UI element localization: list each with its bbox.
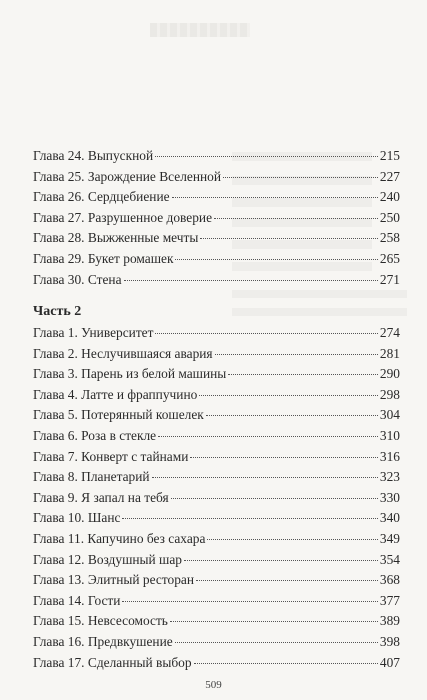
chapter-page-number: 323 xyxy=(379,469,400,485)
dot-leader xyxy=(196,580,378,581)
toc-entry xyxy=(33,449,400,470)
chapter-title: Глава 11. Капучино без сахара xyxy=(33,530,206,546)
toc-entry xyxy=(33,148,400,169)
chapter-title: Глава 29. Букет ромашек xyxy=(33,250,174,266)
chapter-title: Глава 1. Университет xyxy=(33,325,154,340)
dot-leader xyxy=(158,436,378,437)
toc-entry xyxy=(33,531,400,552)
toc-entry xyxy=(33,189,400,210)
chapter-page-number: 368 xyxy=(379,572,400,588)
chapter-page-number: 281 xyxy=(379,345,400,361)
chapter-page-number: 340 xyxy=(379,510,400,526)
chapter-page-number: 274 xyxy=(379,325,400,340)
dot-leader xyxy=(170,621,378,622)
toc-entry xyxy=(33,272,400,293)
chapter-title: Глава 25. Зарождение Вселенной xyxy=(33,168,222,184)
part-title: Часть 2 xyxy=(33,304,82,319)
dot-leader xyxy=(122,601,377,602)
chapter-page-number: 227 xyxy=(379,168,400,184)
chapter-title: Глава 28. Выжженные мечты xyxy=(33,230,199,246)
dot-leader xyxy=(155,333,377,334)
chapter-page-number: 407 xyxy=(379,654,400,670)
toc-section-1 xyxy=(33,148,400,292)
chapter-title: Глава 2. Неслучившаяся авария xyxy=(33,345,213,361)
chapter-title: Глава 27. Разрушенное доверие xyxy=(33,209,213,225)
chapter-page-number: 330 xyxy=(379,489,400,505)
toc-entry xyxy=(33,469,400,490)
dot-leader xyxy=(152,477,378,478)
dot-leader xyxy=(194,663,378,664)
chapter-title: Глава 12. Воздушный шар xyxy=(33,551,183,567)
toc-entry xyxy=(33,613,400,634)
chapter-page-number: 354 xyxy=(379,551,400,567)
dot-leader xyxy=(171,498,378,499)
chapter-page-number: 258 xyxy=(379,230,400,246)
chapter-title: Глава 7. Конверт с тайнами xyxy=(33,448,189,464)
toc-entry xyxy=(33,230,400,251)
dot-leader xyxy=(215,354,378,355)
chapter-page-number: 349 xyxy=(379,530,400,546)
chapter-page-number: 316 xyxy=(379,448,400,464)
chapter-page-number: 298 xyxy=(379,386,400,402)
chapter-title: Глава 9. Я запал на тебя xyxy=(33,489,169,505)
dot-leader xyxy=(122,518,377,519)
chapter-page-number: 398 xyxy=(379,633,400,649)
chapter-title: Глава 5. Потерянный кошелек xyxy=(33,407,204,423)
toc-entry xyxy=(33,346,400,367)
chapter-title: Глава 24. Выпускной xyxy=(33,148,154,163)
toc-entry xyxy=(33,510,400,531)
chapter-title: Глава 15. Невсесомость xyxy=(33,613,168,629)
chapter-page-number: 271 xyxy=(379,271,400,287)
chapter-page-number: 377 xyxy=(379,592,400,608)
chapter-title: Глава 4. Латте и фраппучино xyxy=(33,386,198,402)
dot-leader xyxy=(184,560,378,561)
dot-leader xyxy=(124,280,378,281)
chapter-title: Глава 13. Элитный ресторан xyxy=(33,572,195,588)
toc-entry xyxy=(33,655,400,676)
chapter-page-number: 290 xyxy=(379,366,400,382)
dot-leader xyxy=(190,457,378,458)
chapter-page-number: 265 xyxy=(379,250,400,266)
toc-entry xyxy=(33,552,400,573)
dot-leader xyxy=(175,642,378,643)
chapter-page-number: 304 xyxy=(379,407,400,423)
chapter-page-number: 240 xyxy=(379,189,400,205)
toc-entry xyxy=(33,634,400,655)
toc-entry xyxy=(33,325,400,346)
chapter-title: Глава 26. Сердцебиение xyxy=(33,189,170,205)
dot-leader xyxy=(214,218,378,219)
toc-entry xyxy=(33,490,400,511)
dot-leader xyxy=(200,238,378,239)
dot-leader xyxy=(206,415,378,416)
dot-leader xyxy=(228,374,378,375)
dot-leader xyxy=(199,395,378,396)
toc-entry xyxy=(33,593,400,614)
toc-entry xyxy=(33,407,400,428)
chapter-title: Глава 14. Гости xyxy=(33,592,121,608)
chapter-title: Глава 8. Планетарий xyxy=(33,469,150,485)
chapter-title: Глава 30. Стена xyxy=(33,271,122,287)
dot-leader xyxy=(172,197,378,198)
dot-leader xyxy=(223,177,378,178)
dot-leader xyxy=(155,156,378,157)
chapter-title: Глава 3. Парень из белой машины xyxy=(33,366,227,382)
bleed-through-heading xyxy=(150,23,250,37)
toc-section-2 xyxy=(33,303,400,675)
toc-entry xyxy=(33,387,400,408)
toc-entry xyxy=(33,572,400,593)
chapter-page-number: 310 xyxy=(379,427,400,443)
page-number: 509 xyxy=(205,679,222,691)
chapter-title: Глава 6. Роза в стекле xyxy=(33,427,157,443)
chapter-title: Глава 17. Сделанный выбор xyxy=(33,654,192,670)
toc-entry xyxy=(33,366,400,387)
dot-leader xyxy=(175,259,377,260)
chapter-page-number: 250 xyxy=(379,209,400,225)
chapter-title: Глава 16. Предвкушение xyxy=(33,633,173,649)
chapter-page-number: 215 xyxy=(379,148,400,163)
dot-leader xyxy=(207,539,377,540)
chapter-page-number: 389 xyxy=(379,613,400,629)
toc-entry xyxy=(33,251,400,272)
toc-entry xyxy=(33,169,400,190)
toc-entry xyxy=(33,210,400,231)
chapter-title: Глава 10. Шанс xyxy=(33,510,121,526)
toc-entry xyxy=(33,428,400,449)
